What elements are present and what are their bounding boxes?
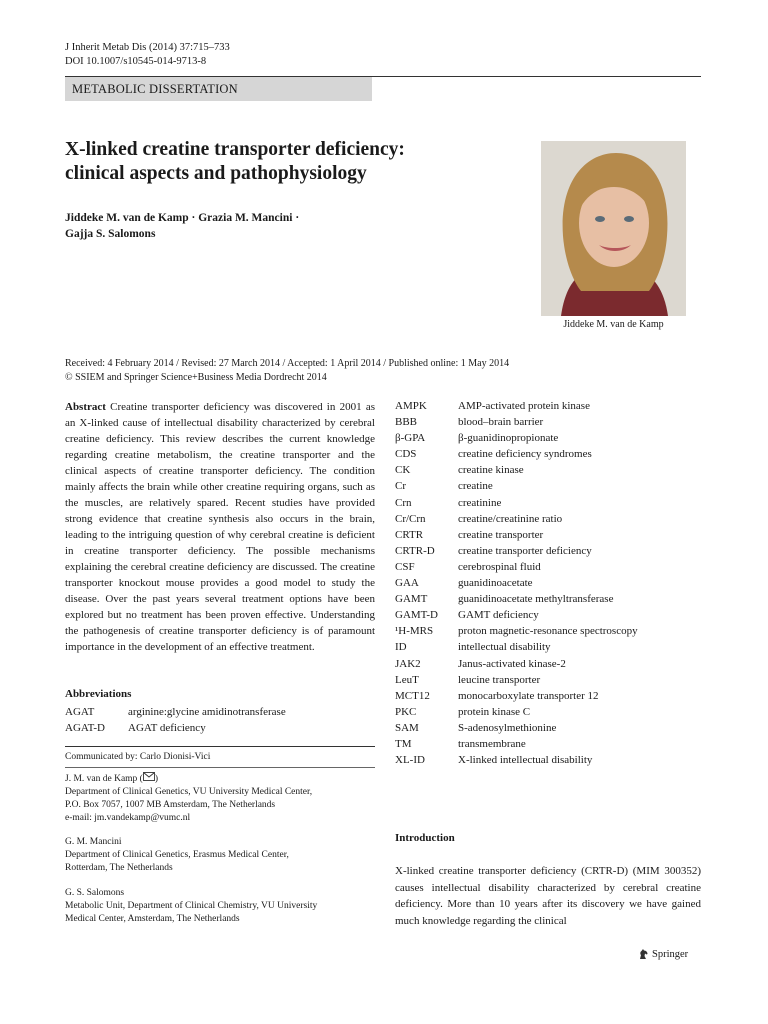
- introduction-heading: Introduction: [395, 832, 455, 844]
- abbreviation-meaning: proton magnetic-resonance spectroscopy: [458, 625, 638, 638]
- abbreviation-row: [65, 720, 286, 736]
- abbreviation-row: [395, 623, 638, 639]
- email-line: e-mail: jm.vandekamp@vumc.nl: [65, 813, 191, 823]
- abbreviation-row: [395, 430, 638, 446]
- journal-citation: [65, 41, 230, 69]
- abbreviation-meaning: GAMT deficiency: [458, 609, 539, 622]
- abbreviation-row: [395, 398, 638, 414]
- abbreviation-code: Cr: [395, 480, 406, 493]
- abbreviation-row: [395, 672, 638, 688]
- title-line-1: X-linked creatine transporter deficiency:: [65, 139, 405, 160]
- abbreviation-code: GAMT-D: [395, 609, 438, 622]
- abbreviation-row: [395, 559, 638, 575]
- journal-line: J Inherit Metab Dis (2014) 37:715–733: [65, 42, 230, 53]
- abbreviation-row: [395, 736, 638, 752]
- abbreviation-code: ¹H-MRS: [395, 625, 434, 638]
- doi-line: DOI 10.1007/s10545-014-9713-8: [65, 56, 207, 67]
- author-name: G. S. Salomons: [65, 888, 125, 898]
- abbreviation-row: [395, 656, 638, 672]
- affiliation-line: Metabolic Unit, Department of Clinical Chemistry, VU University: [65, 901, 318, 911]
- corresponding-author: [65, 772, 380, 786]
- abbreviation-row: [395, 527, 638, 543]
- abbreviation-row: [395, 720, 638, 736]
- abbreviation-code: XL-ID: [395, 754, 425, 767]
- abbreviation-meaning: S-adenosylmethionine: [458, 721, 557, 734]
- abbreviation-row: [395, 688, 638, 704]
- abbreviation-meaning: creatine/creatinine ratio: [458, 512, 563, 525]
- abbreviations-left-list: [65, 704, 286, 736]
- abbreviation-row: [395, 704, 638, 720]
- author-name-end: ): [154, 774, 159, 784]
- abbreviation-meaning: guanidinoacetate: [458, 577, 533, 590]
- abbreviation-meaning: creatine transporter: [458, 528, 544, 541]
- affiliation-line: Medical Center, Amsterdam, The Netherlands: [65, 914, 240, 924]
- affiliation-rule: [65, 767, 375, 768]
- abbreviation-code: TM: [395, 737, 412, 750]
- introduction-text: X-linked creatine transporter deficiency (CRTR-D) (MIM 300352) causes intellectual disability characterized by cerebral creatine deficiency. More than 10 years after its discovery we have gained much knowledge regarding the clinical: [395, 865, 701, 927]
- abbreviation-meaning: leucine transporter: [458, 673, 541, 686]
- footnote-rule: [65, 746, 375, 747]
- photo-caption: Jiddeke M. van de Kamp: [563, 319, 664, 330]
- abbreviation-code: CK: [395, 464, 411, 477]
- abbreviation-row: [395, 607, 638, 623]
- abbreviation-row: [65, 704, 286, 720]
- abbreviation-code: MCT12: [395, 689, 430, 702]
- affiliation-line: Department of Clinical Genetics, VU University Medical Center,: [65, 787, 313, 797]
- author-name: G. M. Mancini: [65, 837, 122, 847]
- abbreviation-meaning: transmembrane: [458, 737, 526, 750]
- abbreviation-meaning: β-guanidinopropionate: [458, 432, 559, 445]
- abbreviation-row: [395, 511, 638, 527]
- abbreviation-code: CRTR: [395, 528, 424, 541]
- publisher-logo: [638, 948, 688, 960]
- envelope-icon: [143, 772, 155, 781]
- affiliation-line: Rotterdam, The Netherlands: [65, 863, 173, 873]
- abbreviation-row: [395, 575, 638, 591]
- abbreviation-meaning: AGAT deficiency: [128, 722, 206, 734]
- abbreviations-right-list: [395, 398, 638, 768]
- abbreviation-code: AGAT: [65, 706, 95, 718]
- abbreviation-row: [395, 639, 638, 655]
- publisher-name: Springer: [652, 948, 689, 960]
- abbreviation-meaning: AMP-activated protein kinase: [458, 400, 590, 412]
- abstract-heading: Abstract: [65, 401, 106, 413]
- title-line-2: clinical aspects and pathophysiology: [65, 163, 367, 184]
- abbreviation-code: JAK2: [395, 657, 421, 670]
- abbreviation-meaning: protein kinase C: [458, 705, 531, 718]
- affiliation-2: [65, 836, 380, 875]
- abbreviation-code: CRTR-D: [395, 544, 435, 557]
- received-line: Received: 4 February 2014 / Revised: 27 March 2014 / Accepted: 1 April 2014 / Published online: 1 May 2014: [65, 358, 510, 369]
- abbreviation-code: CDS: [395, 448, 417, 461]
- abbreviation-code: ID: [395, 641, 407, 654]
- abbreviation-meaning: X-linked intellectual disability: [458, 754, 593, 767]
- affiliation-3: [65, 887, 380, 926]
- abbreviation-meaning: monocarboxylate transporter 12: [458, 689, 599, 702]
- section-banner: METABOLIC DISSERTATION: [65, 77, 372, 101]
- abbreviation-row: [395, 462, 638, 478]
- abbreviation-code: LeuT: [395, 673, 419, 686]
- abbreviation-meaning: creatine deficiency syndromes: [458, 448, 592, 461]
- author-photo: [541, 141, 686, 316]
- springer-horse-icon: [638, 948, 649, 960]
- abbreviation-code: AGAT-D: [65, 722, 105, 734]
- abbreviation-meaning: blood–brain barrier: [458, 416, 544, 429]
- abbreviation-code: CSF: [395, 560, 415, 573]
- author-name: J. M. van de Kamp (: [65, 774, 143, 784]
- article-title: [65, 138, 525, 186]
- abbreviation-row: [395, 591, 638, 607]
- abbreviation-row: [395, 478, 638, 494]
- abbreviation-code: GAA: [395, 577, 419, 590]
- abbreviation-code: PKC: [395, 705, 417, 718]
- affiliation-line: P.O. Box 7057, 1007 MB Amsterdam, The Netherlands: [65, 800, 276, 810]
- abbreviation-code: β-GPA: [395, 432, 426, 445]
- abbreviation-meaning: Janus-activated kinase-2: [458, 657, 566, 670]
- abbreviation-row: [395, 446, 638, 462]
- authors-line-2: Gajja S. Salomons: [65, 228, 156, 240]
- abbreviation-meaning: creatine transporter deficiency: [458, 544, 592, 557]
- publication-history: [65, 357, 715, 385]
- abbreviation-meaning: arginine:glycine amidinotransferase: [128, 706, 286, 718]
- affiliation-1: [65, 772, 380, 825]
- abbreviation-meaning: intellectual disability: [458, 641, 551, 654]
- author-list: [65, 210, 365, 242]
- abstract: [65, 399, 375, 655]
- authors-line-1: Jiddeke M. van de Kamp · Grazia M. Mancini ·: [65, 212, 300, 224]
- abbreviation-meaning: cerebrospinal fluid: [458, 560, 541, 573]
- abbreviation-meaning: guanidinoacetate methyltransferase: [458, 593, 614, 606]
- abbreviation-row: [395, 414, 638, 430]
- abbreviation-code: Cr/Crn: [395, 512, 426, 525]
- abbreviation-code: AMPK: [395, 400, 427, 412]
- abbreviation-code: BBB: [395, 416, 418, 429]
- abbreviation-code: Crn: [395, 496, 412, 509]
- communicated-by: Communicated by: Carlo Dionisi-Vici: [65, 752, 211, 762]
- abbreviation-row: [395, 752, 638, 768]
- abbreviation-meaning: creatine: [458, 480, 493, 493]
- abbreviations-heading: Abbreviations: [65, 688, 132, 700]
- affiliation-line: Department of Clinical Genetics, Erasmus Medical Center,: [65, 850, 289, 860]
- abbreviation-meaning: creatine kinase: [458, 464, 524, 477]
- abbreviation-row: [395, 543, 638, 559]
- abbreviation-meaning: creatinine: [458, 496, 502, 509]
- copyright-line: © SSIEM and Springer Science+Business Media Dordrecht 2014: [65, 372, 327, 383]
- abbreviation-code: SAM: [395, 721, 419, 734]
- abbreviation-row: [395, 495, 638, 511]
- abstract-text: Creatine transporter deficiency was discovered in 2001 as an X-linked cause of intellectual disability characterized by cerebral creatine deficiency. This review describes the current knowledge regarding creatine metabolism, the creatine transporter and the clinical aspects of creatine transporter deficiency. The condition mainly affects the brain while other creatine requiring organs, such as the muscles, are relatively spared. Recent studies have provided strong evidence that creatine synthesis also occurs in the brain, leading to the intriguing question of why cerebral creatine is deficient in creatine transporter deficiency. The possible mechanisms explaining the cerebral creatine deficiency are discussed. The creatine transporter knockout mouse provides a good model to study the disease. Over the past years several treatment options have been explored but no treatment has been proven effective. Understanding the pathogenesis of creatine transporter deficiency is of paramount importance in the development of an effective treatment.: [65, 401, 375, 653]
- abbreviation-code: GAMT: [395, 593, 428, 606]
